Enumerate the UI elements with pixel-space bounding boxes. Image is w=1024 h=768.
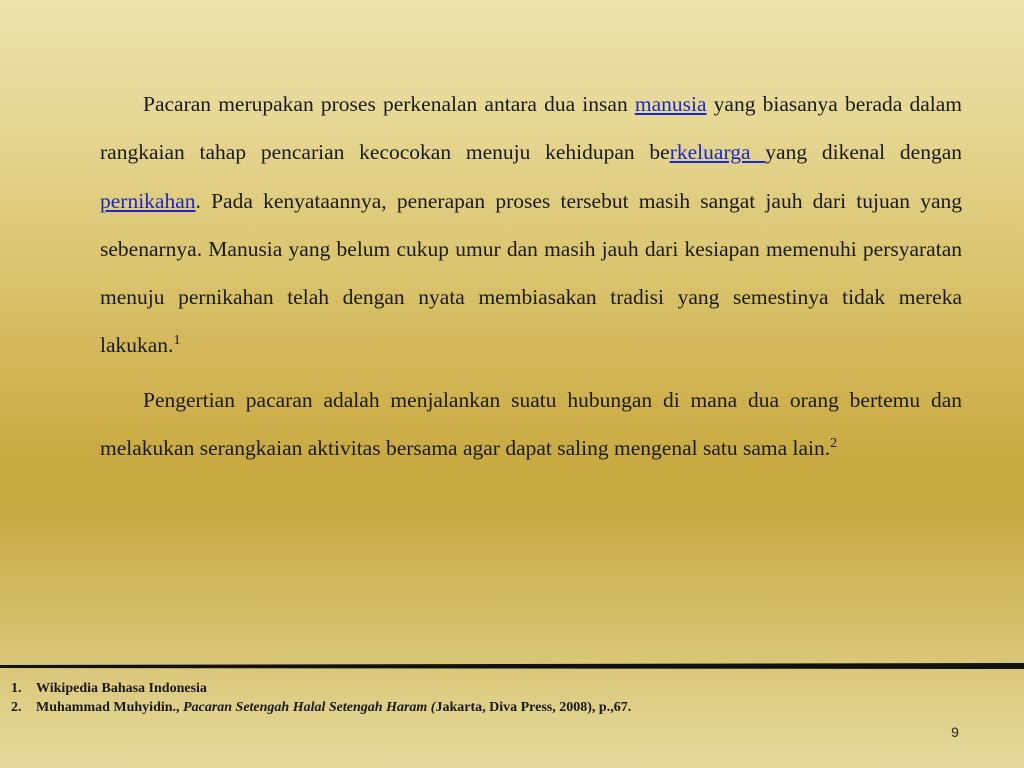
footnote-1-text: Wikipedia Bahasa Indonesia	[36, 681, 207, 696]
footnote-ref-1: 1	[173, 333, 181, 349]
footnote-2-publisher: Jakarta, Diva Press, 2008), p.,67.	[435, 700, 632, 715]
paragraph-2-text: Pengertian pacaran adalah menjalankan suatu hubungan di mana dua orang bertemu dan melakukan serangkaian aktivitas bersama agar dapat saling mengenal satu sama lain.	[100, 387, 962, 461]
paragraph-2	[100, 376, 962, 473]
footnote-divider	[0, 663, 1024, 671]
paragraph-1-text-a: Pacaran merupakan proses perkenalan antara dua insan	[143, 92, 635, 116]
link-pernikahan[interactable]: pernikahan	[100, 188, 196, 213]
paragraph-1-text-d: . Pada kenyataannya, penerapan proses tersebut masih sangat jauh dari tujuan yang sebenarnya. Manusia yang belum cukup umur dan masih jauh dari kesiapan memenuhi persyaratan menuju pernikahan telah dengan nyata membiasakan tradisi yang semestinya tidak mereka lakukan.	[100, 188, 962, 358]
link-keluarga[interactable]: rkeluarga	[669, 140, 766, 165]
paragraph-1-text-b: yang biasanya berada dalam rangkaian tahap pencarian kecocokan menuju kehidupan be	[100, 92, 962, 165]
link-manusia[interactable]: manusia	[634, 92, 707, 116]
footnote-2-title: Pacaran Setengah Halal Setengah Haram (	[183, 700, 436, 715]
footnote-2	[11, 698, 1011, 717]
footnote-list	[11, 679, 1011, 717]
footnote-2-number: 2.	[11, 700, 22, 715]
footnote-ref-2: 2	[830, 435, 838, 451]
footnote-1-number: 1.	[11, 681, 22, 696]
main-text	[100, 80, 962, 472]
paragraph-1	[100, 80, 962, 370]
page-number: 9	[951, 724, 959, 740]
footnote-1	[11, 679, 1011, 698]
paragraph-1-text-c: yang dikenal dengan	[765, 140, 962, 165]
footnote-2-author: Muhammad Muhyidin.,	[36, 700, 184, 715]
